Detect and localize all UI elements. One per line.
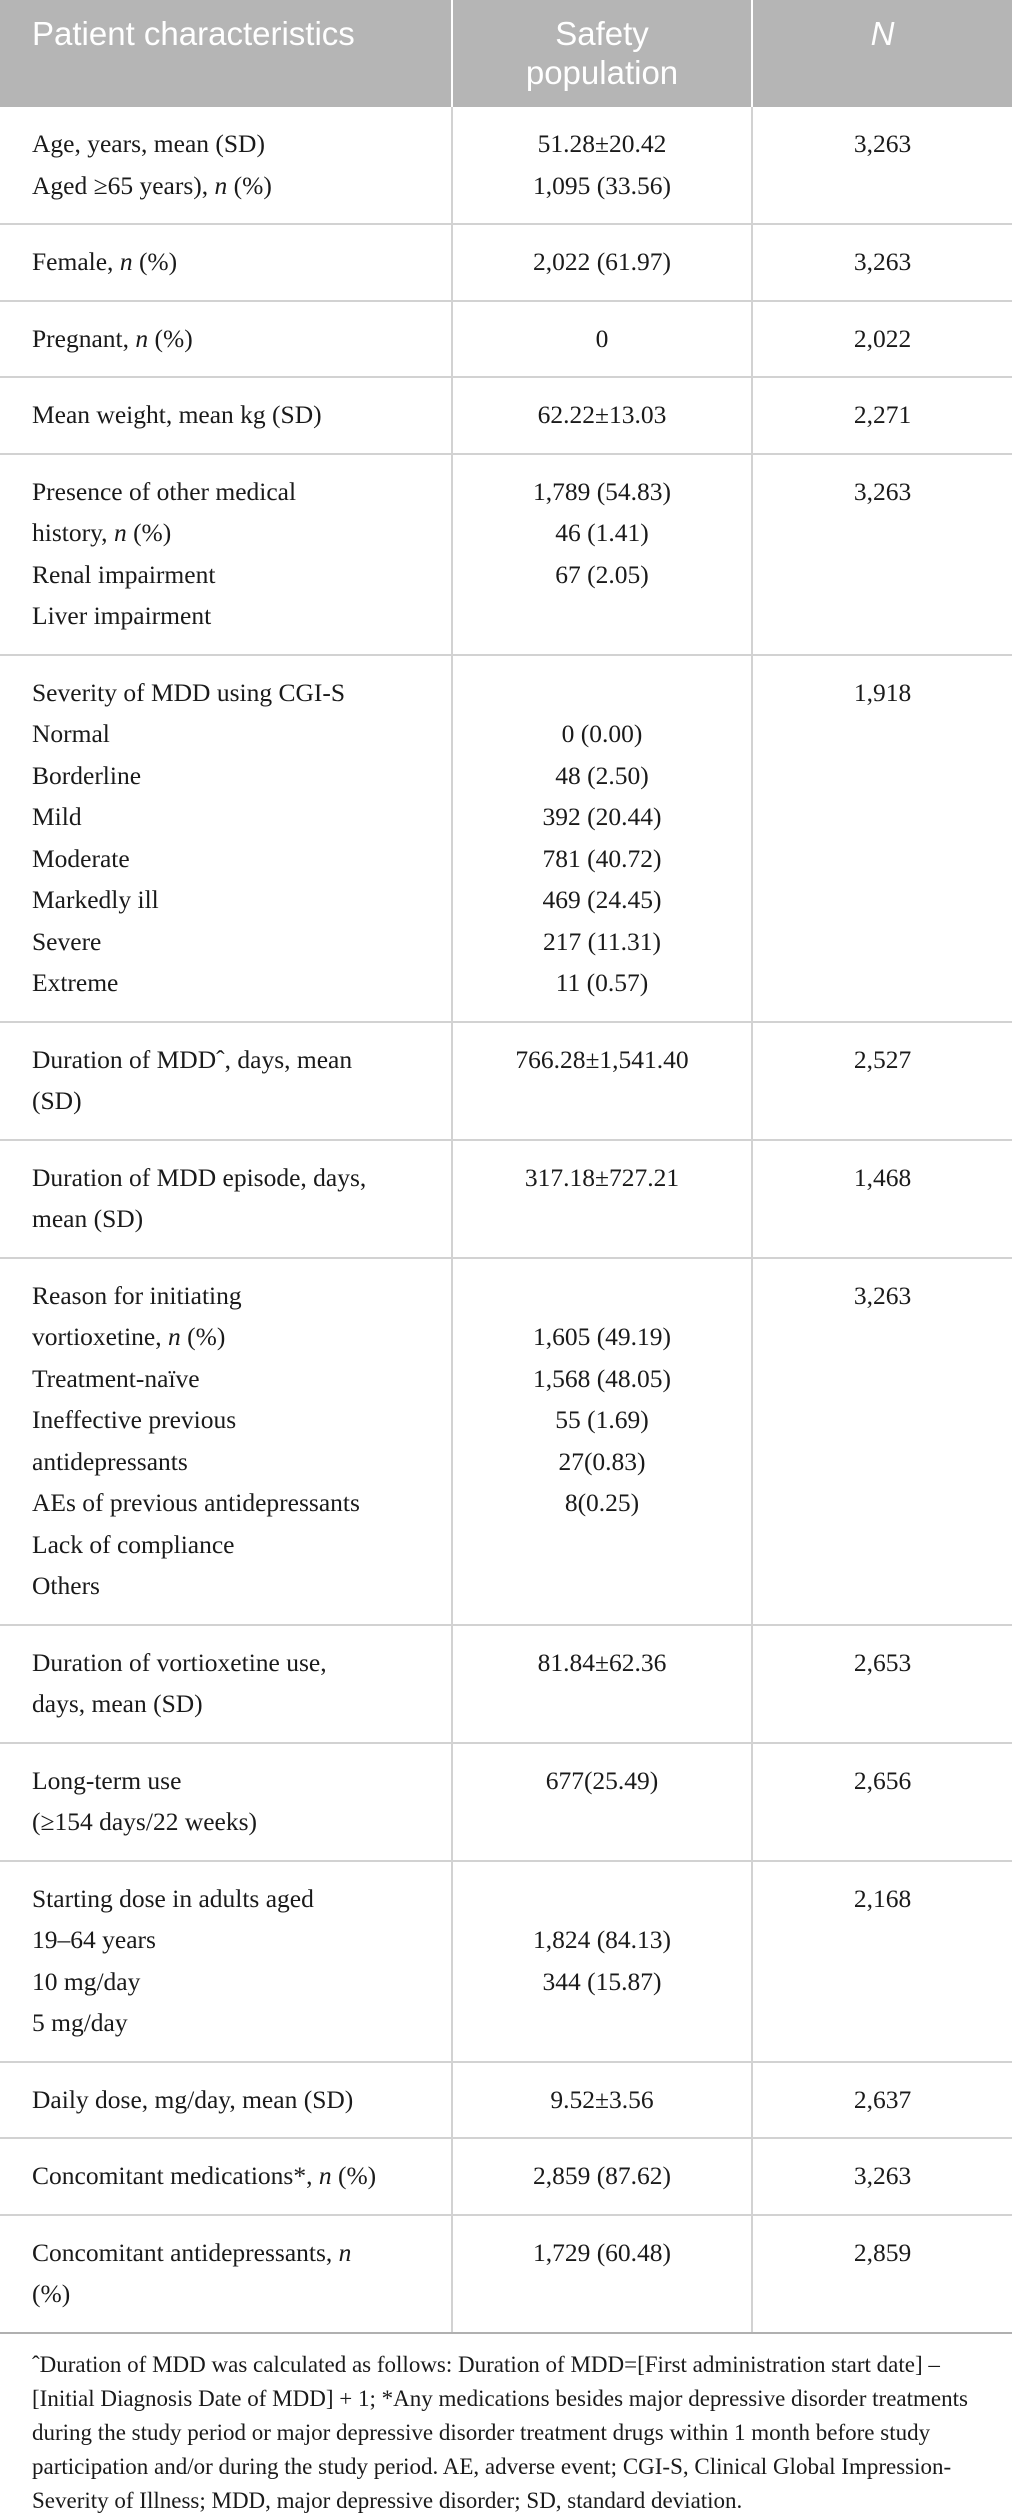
safety-value-line: 1,789 (54.83) (532, 476, 672, 506)
characteristic-label-line: Ineffective previous (32, 1405, 237, 1434)
table-row (0, 301, 1012, 378)
header-patient-characteristics: Patient characteristics (32, 15, 355, 52)
header-n: N (870, 15, 895, 52)
safety-value-line: 11 (0.57) (555, 968, 649, 997)
table-row (0, 377, 1012, 454)
table-row (0, 655, 1012, 1022)
cell-n: 2,022 (752, 301, 1012, 378)
characteristic-label-line: Concomitant medications*, n (%) (32, 2161, 377, 2190)
cell-safety-population (452, 2062, 752, 2139)
cell-safety-population (452, 224, 752, 301)
characteristic-label-line: mean (SD) (32, 1204, 144, 1233)
characteristic-label-line: Treatment-naïve (32, 1363, 200, 1393)
cell-characteristic (0, 107, 452, 224)
characteristic-label-line: Duration of vortioxetine use, (32, 1647, 327, 1677)
characteristic-label-line: Moderate (32, 843, 130, 873)
characteristic-label-line: (≥154 days/22 weeks) (32, 1807, 258, 1836)
cell-safety-population (452, 655, 752, 1022)
safety-value-line: 1,824 (84.13) (532, 1925, 672, 1954)
safety-value-line: 67 (2.05) (555, 559, 649, 589)
table-row (0, 454, 1012, 655)
cell-characteristic (0, 454, 452, 655)
characteristic-label-line: (%) (32, 2279, 71, 2308)
safety-value-line: 1,568 (48.05) (532, 1363, 672, 1393)
safety-value-line: 81.84±62.36 (537, 1647, 667, 1677)
cell-characteristic (0, 301, 452, 378)
cell-n: 2,656 (752, 1743, 1012, 1861)
characteristic-label-line: AEs of previous antidepressants (32, 1488, 360, 1517)
cell-n: 1,918 (752, 655, 1012, 1022)
safety-value-line: 27(0.83) (558, 1446, 646, 1476)
table-row (0, 1140, 1012, 1258)
safety-value-line: 1,729 (60.48) (532, 2237, 672, 2267)
header-safety-line2: population (525, 54, 679, 91)
characteristic-label-line: Age, years, mean (SD) (32, 129, 265, 158)
cell-safety-population (452, 1022, 752, 1140)
characteristic-label-line: Pregnant, n (%) (32, 323, 193, 353)
characteristic-label-line: Concomitant antidepressants, n (32, 2237, 352, 2267)
safety-value-line (453, 1878, 751, 1920)
characteristic-label-line: days, mean (SD) (32, 1689, 203, 1718)
safety-value-line: 217 (11.31) (542, 926, 662, 956)
cell-safety-population (452, 454, 752, 655)
cell-n: 2,271 (752, 377, 1012, 454)
characteristic-label-line: Liver impairment (32, 601, 212, 630)
characteristic-label-line: Lack of compliance (32, 1529, 235, 1559)
cell-characteristic (0, 2215, 452, 2333)
table-row (0, 107, 1012, 224)
cell-safety-population (452, 1861, 752, 2062)
characteristic-label-line: Renal impairment (32, 559, 216, 589)
characteristic-label-line: Mean weight, mean kg (SD) (32, 400, 322, 429)
cell-safety-population (452, 107, 752, 224)
characteristic-label-line: (SD) (32, 1086, 82, 1115)
cell-n: 3,263 (853, 129, 912, 158)
safety-value-line: 392 (20.44) (542, 802, 662, 831)
safety-value-line: 62.22±13.03 (537, 400, 667, 429)
characteristic-label-line: 19–64 years (32, 1925, 156, 1954)
safety-value-line: 48 (2.50) (555, 760, 649, 790)
characteristic-label-line: vortioxetine, n (%) (32, 1322, 226, 1351)
safety-value-line (453, 1275, 751, 1317)
cell-safety-population (452, 2215, 752, 2333)
cell-n: 3,263 (752, 2138, 1012, 2215)
safety-value-line: 46 (1.41) (555, 518, 649, 547)
characteristic-label-line: Others (32, 1571, 100, 1600)
table-body (0, 107, 1012, 2333)
cell-characteristic (0, 2138, 452, 2215)
cell-safety-population (452, 1625, 752, 1743)
table-row (0, 1022, 1012, 1140)
table-row (0, 1861, 1012, 2062)
characteristic-label-line: Long-term use (32, 1765, 182, 1795)
characteristic-label-line: Reason for initiating (32, 1280, 242, 1310)
table-row (0, 2062, 1012, 2139)
characteristic-label-line: Aged ≥65 years), n (%) (32, 170, 272, 200)
table-row (0, 2215, 1012, 2333)
cell-characteristic (0, 1743, 452, 1861)
cell-n: 2,168 (752, 1861, 1012, 2062)
safety-value-line: 1,605 (49.19) (532, 1322, 672, 1351)
cell-n: 2,527 (752, 1022, 1012, 1140)
safety-value-line: 344 (15.87) (542, 1966, 662, 1996)
table-header-row (0, 0, 1012, 107)
cell-characteristic (0, 224, 452, 301)
table-row (0, 224, 1012, 301)
characteristic-label-line: history, n (%) (32, 518, 172, 547)
safety-value-line: 2,859 (87.62) (532, 2161, 672, 2190)
safety-value-line: 469 (24.45) (542, 885, 662, 914)
safety-value-line: 766.28±1,541.40 (515, 1044, 689, 1074)
cell-n: 2,653 (752, 1625, 1012, 1743)
safety-value-line: 2,022 (61.97) (532, 247, 672, 276)
characteristic-label-line: Borderline (32, 760, 142, 790)
table-row (0, 1625, 1012, 1743)
safety-value-line (453, 672, 751, 714)
cell-characteristic (0, 1022, 452, 1140)
cell-safety-population (452, 301, 752, 378)
cell-characteristic (0, 655, 452, 1022)
characteristic-label-line: Severity of MDD using CGI-S (32, 677, 346, 707)
characteristic-label-line: Duration of MDDˆ, days, mean (32, 1044, 353, 1074)
cell-characteristic (0, 1140, 452, 1258)
cell-n: 3,263 (752, 1258, 1012, 1625)
cell-n: 2,637 (752, 2062, 1012, 2139)
safety-value-line: 0 (595, 323, 609, 353)
safety-value-line: 9.52±3.56 (550, 2084, 654, 2114)
characteristic-label-line: 10 mg/day (32, 1966, 141, 1996)
cell-safety-population (452, 2138, 752, 2215)
cell-characteristic (0, 377, 452, 454)
table-footnote: ˆDuration of MDD was calculated as follows: Duration of MDD=[First administration start date] – [Initial Diagnosis Date of MDD] + 1; *Any medications besides major depressive disorder treatments during the study period or major depressive disorder treatment drugs within 1 month before study participation and/or during the study period. AE, adverse event; CGI-S, Clinical Global Impression-Severity of Illness; MDD, major depressive disorder; SD, standard deviation. (32, 2351, 968, 2513)
characteristic-label-line: Extreme (32, 968, 119, 997)
characteristic-label-line: antidepressants (32, 1446, 188, 1476)
cell-n: 3,263 (752, 454, 1012, 655)
cell-characteristic (0, 1861, 452, 2062)
cell-characteristic (0, 1258, 452, 1625)
table-row (0, 2138, 1012, 2215)
safety-value-line: 51.28±20.42 (537, 129, 667, 158)
safety-value-line: 0 (0.00) (561, 719, 643, 748)
cell-safety-population (452, 1140, 752, 1258)
safety-value-line: 677(25.49) (545, 1765, 659, 1795)
cell-characteristic (0, 2062, 452, 2139)
characteristic-label-line: Markedly ill (32, 885, 159, 914)
characteristic-label-line: Presence of other medical (32, 476, 297, 506)
cell-n: 1,468 (752, 1140, 1012, 1258)
cell-safety-population (452, 1743, 752, 1861)
cell-characteristic (0, 1625, 452, 1743)
header-safety-population (452, 0, 752, 107)
cell-safety-population (452, 1258, 752, 1625)
characteristic-label-line: Starting dose in adults aged (32, 1883, 314, 1913)
characteristic-label-line: Female, n (%) (32, 247, 178, 276)
cell-n: 3,263 (752, 224, 1012, 301)
safety-value-line: 55 (1.69) (555, 1405, 649, 1434)
cell-safety-population (452, 377, 752, 454)
cell-n: 2,859 (752, 2215, 1012, 2333)
safety-value-line: 8(0.25) (564, 1488, 640, 1517)
characteristic-label-line: Mild (32, 802, 82, 831)
characteristic-label-line: 5 mg/day (32, 2008, 128, 2037)
safety-value-line: 317.18±727.21 (524, 1162, 680, 1192)
header-safety-line1: Safety (555, 15, 649, 52)
safety-value-line: 1,095 (33.56) (532, 170, 672, 200)
table-row (0, 1743, 1012, 1861)
characteristic-label-line: Duration of MDD episode, days, (32, 1162, 367, 1192)
characteristic-label-line: Severe (32, 926, 102, 956)
characteristic-label-line: Daily dose, mg/day, mean (SD) (32, 2084, 354, 2114)
safety-value-line: 781 (40.72) (542, 843, 662, 873)
table-row (0, 1258, 1012, 1625)
characteristic-label-line: Normal (32, 719, 110, 748)
